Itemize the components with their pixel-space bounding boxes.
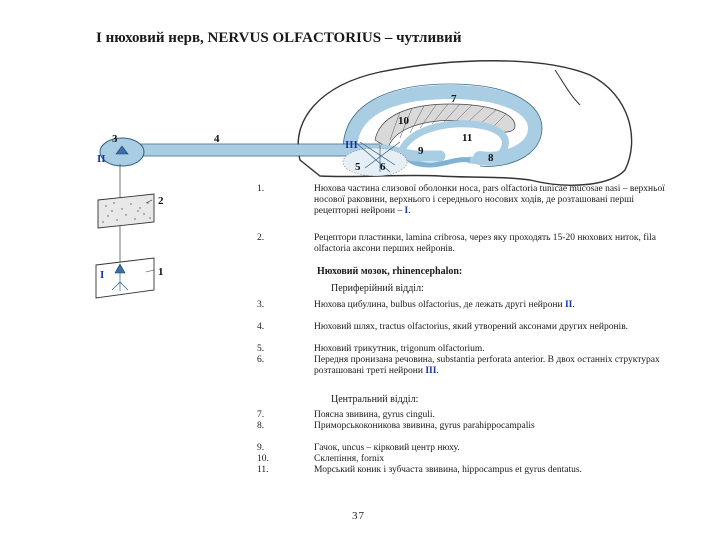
peripheral-heading: Периферійний відділ: bbox=[331, 283, 424, 294]
olfactory-mucosa bbox=[96, 258, 154, 298]
page-title: І нюховий нерв, NERVUS OLFACTORIUS – чутливий bbox=[96, 30, 462, 46]
label-1: 1 bbox=[158, 266, 164, 278]
label-6: 6 bbox=[380, 161, 386, 173]
section-heading: Нюховий мозок, rhinencephalon: bbox=[317, 266, 463, 277]
label-11: 11 bbox=[462, 132, 473, 144]
label-5: 5 bbox=[355, 161, 361, 173]
label-neuron-III: III bbox=[345, 139, 358, 151]
label-10: 10 bbox=[398, 115, 409, 127]
label-3: 3 bbox=[112, 133, 118, 145]
label-neuron-I: I bbox=[100, 269, 105, 281]
label-8: 8 bbox=[488, 152, 494, 164]
page-number: 37 bbox=[352, 510, 365, 522]
label-neuron-II: II bbox=[97, 153, 106, 165]
label-9: 9 bbox=[418, 145, 424, 157]
label-4: 4 bbox=[214, 133, 220, 145]
brain-sulcus bbox=[555, 70, 580, 105]
legend: 1. Нюхова частина слизової оболонки носа, pars olfactoria tunicae mucosae nasi – верхньої носової раковини, верхнього і середнього носових ходів, де розташовані перші рецепторні нейрони – I. 2. Рецептори пластинки, lamina cribrosa, через яку проходять 15-20 нюхових ниток, fila olfactoria аксони перших нейронів. Нюховий мозок, rhinencephalon: Периферійний відділ: 3. Нюхова цибулина, bulbus olfactorius, де лежать другі нейрони II. 4. Нюховий шлях, tractus olfactorius, який утворений аксонами других нейронів. 5. Нюховий трикутник, trigonum olfactorium. 6. Передня пронизана речовина, substantia perforata anterior. В двох останніх структурах розташовані треті нейрони III. Центральний відділ: 7. Поясна звивина, gyrus cinguli. 8. Приморськоконикова звивина, gyrus parahippocampalis 9. Гачок, uncus – кірковий центр нюху. 10. Склепіння, fornix 11. Морський коник і зубчаста звивина, hippocampus et gyrus dentatus. bbox=[257, 184, 665, 475]
label-2: 2 bbox=[158, 195, 164, 207]
central-heading: Центральний відділ: bbox=[331, 394, 419, 405]
label-7: 7 bbox=[451, 93, 457, 105]
cribriform-plate bbox=[98, 194, 154, 228]
